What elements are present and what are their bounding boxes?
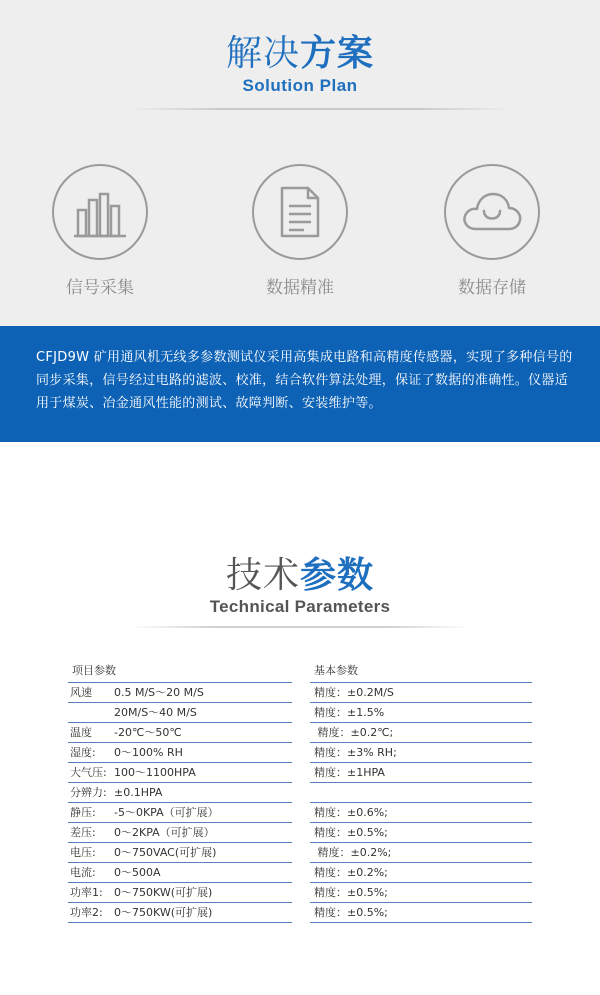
table-row: 精度：±0.2℃; [310,723,532,743]
table-row: 精度：±0.2%; [310,863,532,883]
table-row [68,843,292,863]
feature-label: 信号采集 [66,278,134,298]
table-row: 精度：±0.2M/S [310,683,532,703]
table-row [68,703,292,723]
parameter-name: 湿度: [70,746,96,759]
feature-circle [252,164,348,260]
cloud-icon [460,189,524,235]
feature-label: 数据存储 [458,278,526,298]
parameter-range: 0.5 M/S～20 M/S [114,686,204,699]
parameter-range: 100～1100HPA [114,766,196,779]
table-row [68,883,292,903]
right-table-body [310,683,532,923]
feature-label: 数据精准 [266,278,334,298]
parameters-section [0,442,600,995]
parameters-title-light: 技术 [225,555,300,596]
parameter-name: 功率2: [70,906,103,919]
left-table-body [68,683,292,923]
left-table-header: 项目参数 [68,660,292,683]
parameter-name: 功率1: [70,886,103,899]
parameter-name: 大气压: [70,766,107,779]
parameter-range: -5～0KPA（可扩展） [114,806,219,819]
description-line: 用于煤炭、冶金通风性能的测试、故障判断、安装维护等。 [36,396,382,411]
parameter-name: 电压: [70,846,96,859]
parameter-range: 0～500A [114,866,161,879]
parameters-subtitle: Technical Parameters [209,597,391,616]
table-row [68,683,292,703]
feature-circle [444,164,540,260]
table-row [68,903,292,923]
feature-circle [52,164,148,260]
description-band [0,326,600,442]
parameter-range: 0～750VAC(可扩展) [114,846,217,859]
parameter-range: ±0.1HPA [114,786,163,799]
solution-subtitle: Solution Plan [242,76,358,95]
parameter-name: 温度 [70,726,92,739]
parameter-range: 0～100% RH [114,746,183,759]
table-row: 精度：±0.6%; [310,803,532,823]
solution-title-light: 解决 [225,33,300,74]
table-row [68,743,292,763]
table-row: 精度：±0.5%; [310,823,532,843]
table-row: 精度：±0.2%; [310,843,532,863]
table-row [68,763,292,783]
solution-section [0,0,600,326]
parameter-range: 0～750KW(可扩展) [114,906,213,919]
table-row [310,783,532,803]
description-line: 同步采集，信号经过电路的滤波、校准，结合软件算法处理，保证了数据的准确性。仪器适 [36,373,569,388]
table-row [68,723,292,743]
feature-data-accuracy [240,164,360,298]
right-table-header: 基本参数 [310,660,532,683]
parameter-range: 0～2KPA（可扩展） [114,826,215,839]
solution-title [0,32,600,76]
table-row: 精度：±3% RH; [310,743,532,763]
parameters-title [0,554,600,598]
description-line: CFJD9W 矿用通风机无线多参数测试仪采用高集成电路和高精度传感器，实现了多种信号的 [36,350,573,365]
parameter-name: 分辨力: [70,786,107,799]
right-parameter-table [310,660,532,923]
table-row [68,863,292,883]
table-row: 精度：±0.5%; [310,883,532,903]
document-icon [276,184,324,240]
divider [130,108,510,110]
parameter-name: 电流: [70,866,96,879]
table-row: 精度：±1.5% [310,703,532,723]
parameter-range: -20℃～50℃ [114,726,182,739]
feature-data-storage [432,164,552,298]
parameter-range: 20M/S～40 M/S [114,706,197,719]
left-parameter-table [68,660,292,923]
parameters-title-bold: 参数 [300,555,375,596]
parameter-name: 静压: [70,806,96,819]
table-row [68,783,292,803]
table-row: 精度：±0.5%; [310,903,532,923]
parameter-name: 风速 [70,686,92,699]
parameter-range: 0～750KW(可扩展) [114,886,213,899]
table-row [68,823,292,843]
divider [130,626,470,628]
table-row: 精度：±1HPA [310,763,532,783]
bar-chart-icon [72,186,128,238]
solution-title-bold: 方案 [300,33,375,74]
table-row [68,803,292,823]
feature-signal-acquisition [40,164,160,298]
parameter-name: 差压: [70,826,96,839]
